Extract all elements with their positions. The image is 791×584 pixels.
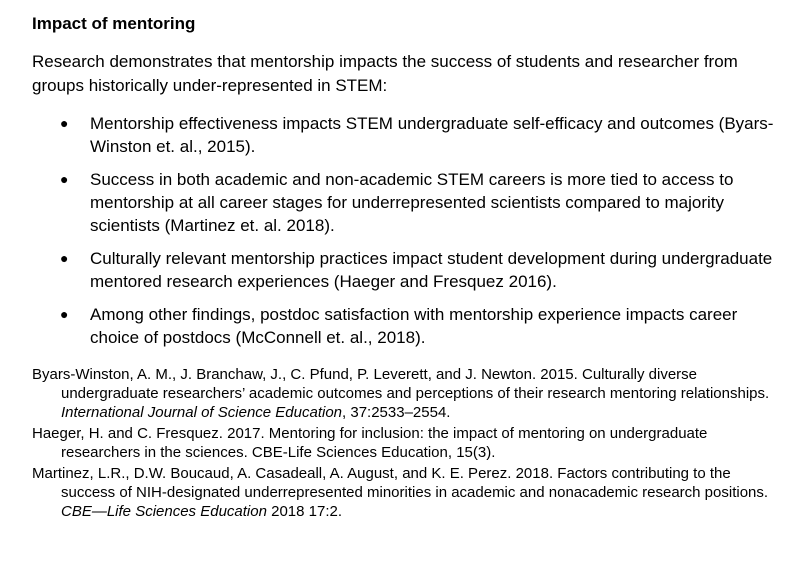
journal-title: International Journal of Science Education bbox=[61, 404, 343, 421]
finding-text: Mentorship effectiveness impacts STEM undergraduate self-efficacy and outcomes (Byars-Winston et. al., 2015). bbox=[90, 114, 774, 156]
finding-item bbox=[32, 168, 780, 237]
section-heading: Impact of mentoring bbox=[32, 14, 196, 33]
finding-text: Among other findings, postdoc satisfaction with mentorship experience impacts career choice of postdocs (McConnell et. al., 2018). bbox=[90, 305, 738, 347]
reference-text: Haeger, H. and C. Fresquez. 2017. Mentoring for inclusion: the impact of mentoring on undergraduate researchers in the sciences. CBE-Life Sciences Education, 15(3). bbox=[32, 425, 708, 461]
finding-item bbox=[32, 303, 780, 349]
bullet-icon: ● bbox=[60, 250, 69, 266]
document-page bbox=[32, 12, 780, 523]
reference-entry bbox=[32, 365, 780, 422]
reference-text: Byars-Winston, A. M., J. Branchaw, J., C. Pfund, P. Leverett, and J. Newton. 2015. Culturally diverse undergraduate researchers’ academic outcomes and perceptions of their research mentoring relationships. bbox=[32, 366, 770, 402]
reference-entry bbox=[32, 424, 780, 462]
reference-citation: 2018 17:2. bbox=[266, 503, 343, 520]
findings-list bbox=[32, 112, 780, 349]
bullet-icon: ● bbox=[60, 115, 69, 131]
reference-citation: , 37:2533–2554. bbox=[342, 404, 451, 421]
bullet-icon: ● bbox=[60, 306, 69, 322]
journal-title: CBE—Life Sciences Education bbox=[61, 503, 267, 520]
bullet-icon: ● bbox=[60, 171, 69, 187]
finding-item bbox=[32, 247, 780, 293]
references-list bbox=[32, 365, 780, 521]
finding-text: Culturally relevant mentorship practices impact student development during undergraduate mentored research experiences (Haeger and Fresquez 2016). bbox=[90, 249, 773, 291]
reference-text: Martinez, L.R., D.W. Boucaud, A. Casadeall, A. August, and K. E. Perez. 2018. Factors contributing to the success of NIH-designated underrepresented minorities in academic and nonacademic research positions. bbox=[32, 465, 769, 501]
intro-paragraph: Research demonstrates that mentorship impacts the success of students and researcher from groups historically under-represented in STEM: bbox=[32, 52, 738, 95]
reference-entry bbox=[32, 464, 780, 521]
finding-item bbox=[32, 112, 780, 158]
finding-text: Success in both academic and non-academic STEM careers is more tied to access to mentorship at all career stages for underrepresented scientists compared to majority scientists (Martinez et. al. 2018). bbox=[90, 170, 734, 235]
